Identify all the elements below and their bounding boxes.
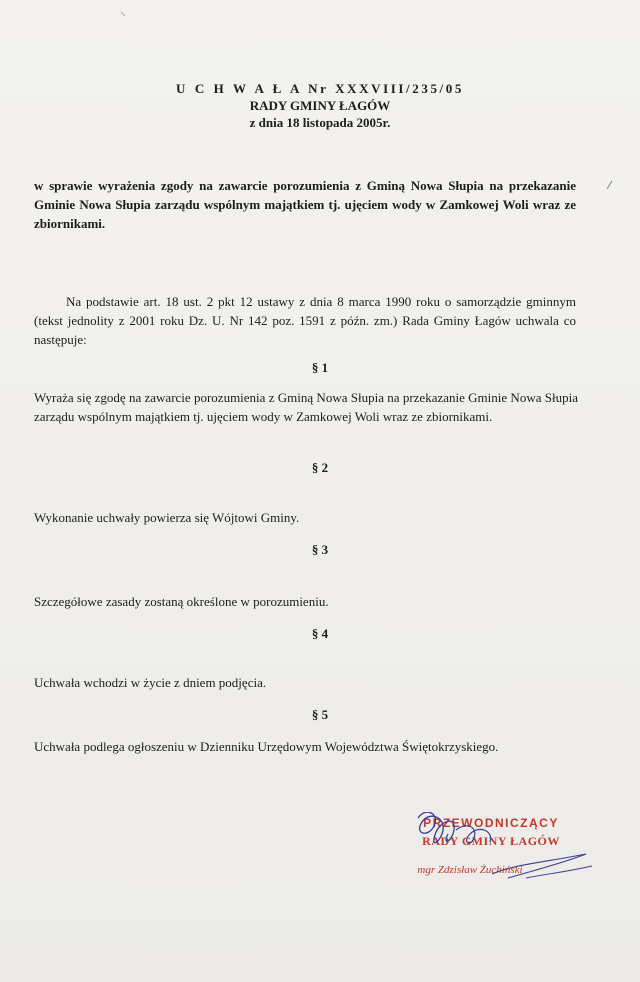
section-1-text: Wyraża się zgodę na zawarcie porozumienia z Gminą Nowa Słupia na przekazanie Gminie Nowa Słupia zarządu wspólnym majątkiem tj. ujęciem wody w Zamkowej Woli wraz ze zbiornikami. — [34, 390, 578, 424]
stamp-name: mgr Zdzisław Żuchiński — [417, 864, 523, 876]
section-3-heading: § 3 — [311, 542, 329, 557]
section-2-heading: § 2 — [311, 460, 329, 475]
section-3-text: Szczegółowe zasady zostaną określone w porozumieniu. — [34, 594, 329, 609]
resolution-date: z dnia 18 listopada 2005r. — [249, 115, 391, 130]
legal-basis — [34, 292, 576, 349]
resolution-subject: w sprawie wyrażenia zgody na zawarcie porozumienia z Gminą Nowa Słupia na przekazanie Gminie Nowa Słupia zarządu wspólnym majątkiem tj. ujęciem wody w Zamkowej Woli wraz ze zbiornikami. — [34, 178, 576, 231]
section-5-text: Uchwała podlega ogłoszeniu w Dzienniku Urzędowym Województwa Świętokrzyskiego. — [34, 739, 499, 754]
resolution-title: U C H W A Ł A Nr XXXVIII/235/05 — [176, 81, 464, 96]
handwritten-signature — [396, 812, 606, 892]
issuing-body: RADY GMINY ŁAGÓW — [249, 98, 391, 113]
paper-speck — [120, 10, 128, 18]
paper-speck — [606, 180, 614, 190]
section-1-heading: § 1 — [311, 360, 329, 375]
section-4-heading: § 4 — [311, 626, 329, 641]
section-4-text: Uchwała wchodzi w życie z dniem podjęcia. — [34, 675, 267, 690]
chairman-stamp — [396, 812, 606, 892]
section-2-text: Wykonanie uchwały powierza się Wójtowi Gminy. — [34, 510, 300, 525]
legal-basis-text: Na podstawie art. 18 ust. 2 pkt 12 ustawy z dnia 8 marca 1990 roku o samorządzie gminnym (tekst jednolity z 2001 roku Dz. U. Nr 142 poz. 1591 z późn. zm.) Rada Gminy Łagów uchwala co następuje: — [34, 294, 576, 347]
document-header — [0, 80, 640, 131]
section-5-heading: § 5 — [311, 707, 329, 722]
stamp-title: PRZEWODNICZĄCY — [423, 816, 559, 830]
stamp-body: RADY GMINY ŁAGÓW — [422, 834, 560, 848]
